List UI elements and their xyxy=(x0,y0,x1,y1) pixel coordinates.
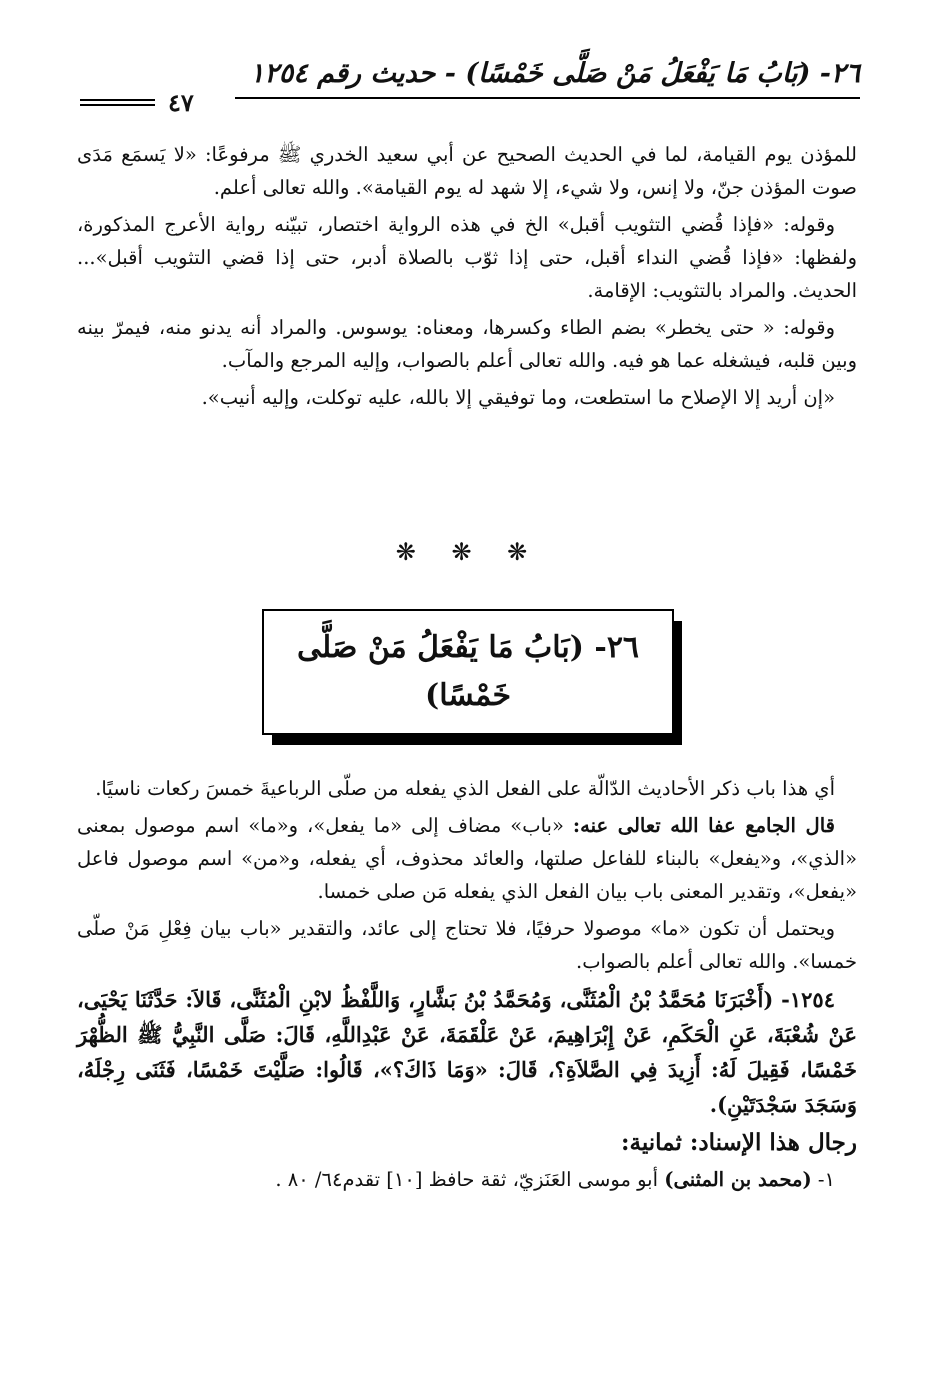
bab-quote: «باب» xyxy=(510,814,564,837)
section-separator: ❋ ❋ ❋ xyxy=(395,538,542,566)
narrator-details: أبو موسى العَنَزيّ، ثقة حافظ [١٠] تقدم٦٤/ ٨٠ . xyxy=(275,1168,659,1191)
chapter-title-line2: خَمْسًا) xyxy=(425,678,511,713)
body-text xyxy=(77,772,857,1200)
page-header xyxy=(80,52,860,117)
header-double-rule xyxy=(80,99,155,106)
narrator-number: ١- xyxy=(817,1168,835,1191)
narrator-entry xyxy=(77,1163,857,1196)
paragraph: للمؤذن يوم القيامة، لما في الحديث الصحيح عن أبي سعيد الخدري ﷺ مرفوعًا: «لا يَسمَع مَدَى صوت المؤذن جنّ، ولا إنس، ولا شيء، إلا شهد له يوم القيامة». والله تعالى أعلم. xyxy=(77,143,857,199)
author-label: قال الجامع عفا الله تعالى عنه: xyxy=(572,814,835,837)
chapter-title-frame xyxy=(262,609,674,735)
paragraph: وقوله: « حتى يخطر» بضم الطاء وكسرها، ومعناه: يوسوس. والمراد أنه يدنو منه، فيمرّ بينه وبين قلبه، فيشغله عما هو فيه. والله تعالى أعلم بالصواب، وإليه المرجع والمآب. xyxy=(77,316,857,372)
paragraph: «إن أريد إلا الإصلاح ما استطعت، وما توفيقي إلا بالله، عليه توكلت، وإليه أنيب». xyxy=(201,386,835,409)
top-text xyxy=(77,138,857,418)
page-number: ٤٧ xyxy=(168,88,194,117)
narrator-name: (محمد بن المثنى) xyxy=(664,1168,812,1191)
paragraph: وقوله: «فإذا قُضي التثويب أقبل» الخ في هذه الرواية اختصار، تبيّنه رواية الأعرج المذكورة، ولفظها: «فإذا قُضي النداء أقبل، حتى إذا ثوّب بالصلاة أدبر، حتى إذا قضي التثويب أقبل»... الحديث. والمراد بالتثويب: الإقامة. xyxy=(77,213,857,302)
paragraph-text: مضاف إلى «ما يفعل»، و«ما» اسم موصول بمعنى «الذي»، و«يفعل» بالبناء للفاعل صلتها، والعائد محذوف، أي يفعله، و«من» اسم موصول فاعل «يفعل»، وتقدير المعنى باب بيان الفعل الذي يفعله مَن صلى خمسا. xyxy=(77,814,857,903)
chapter-title-line1: ٢٦- (بَابُ مَا يَفْعَلُ مَنْ صَلَّى xyxy=(296,630,640,665)
rijal-heading: رجال هذا الإسناد: ثمانية: xyxy=(621,1129,857,1156)
header-rule xyxy=(235,97,860,99)
paragraph: ويحتمل أن تكون «ما» موصولا حرفيًا، فلا تحتاج إلى عائد، والتقدير «باب بيان فِعْلِ مَنْ صلّى خمسا». والله تعالى أعلم بالصواب. xyxy=(77,917,857,973)
paragraph: أي هذا باب ذكر الأحاديث الدّالّة على الفعل الذي يفعله من صلّى الرباعيةَ خمسَ ركعات ناسيًا. xyxy=(95,777,835,800)
hadith-text: ١٢٥٤- (أَخْبَرَنَا مُحَمَّدُ بْنُ الْمُثَنَّى، وَمُحَمَّدُ بْنُ بَشَّارٍ، وَاللَّفْظُ لابْنِ الْمُثَنَّى، قَالاَ: حَدَّثَنَا يَحْيَى، عَنْ شُعْبَةَ، عَنِ الْحَكَمِ، عَنْ إِبْرَاهِيمَ، عَنْ عَلْقَمَةَ، عَنْ عَبْدِاللَّهِ، قَالَ: صَلَّى النَّبِيُّ ﷺ الظُّهْرَ خَمْسًا، فَقِيلَ لَهُ: أَزِيدَ فِي الصَّلاَةِ؟، قَالَ: «وَمَا ذَاكَ؟»، قَالُوا: صَلَّيْتَ خَمْسًا، فَثَنَى رِجْلَهُ، وَسَجَدَ سَجْدَتَيْنِ). xyxy=(77,987,857,1117)
chapter-title-box xyxy=(262,609,684,746)
header-title: ٢٦- (بَابُ مَا يَفْعَلُ مَنْ صَلَّى خَمْسًا) - حديث رقم ١٢٥٤ xyxy=(249,58,860,89)
paragraph xyxy=(77,809,857,908)
